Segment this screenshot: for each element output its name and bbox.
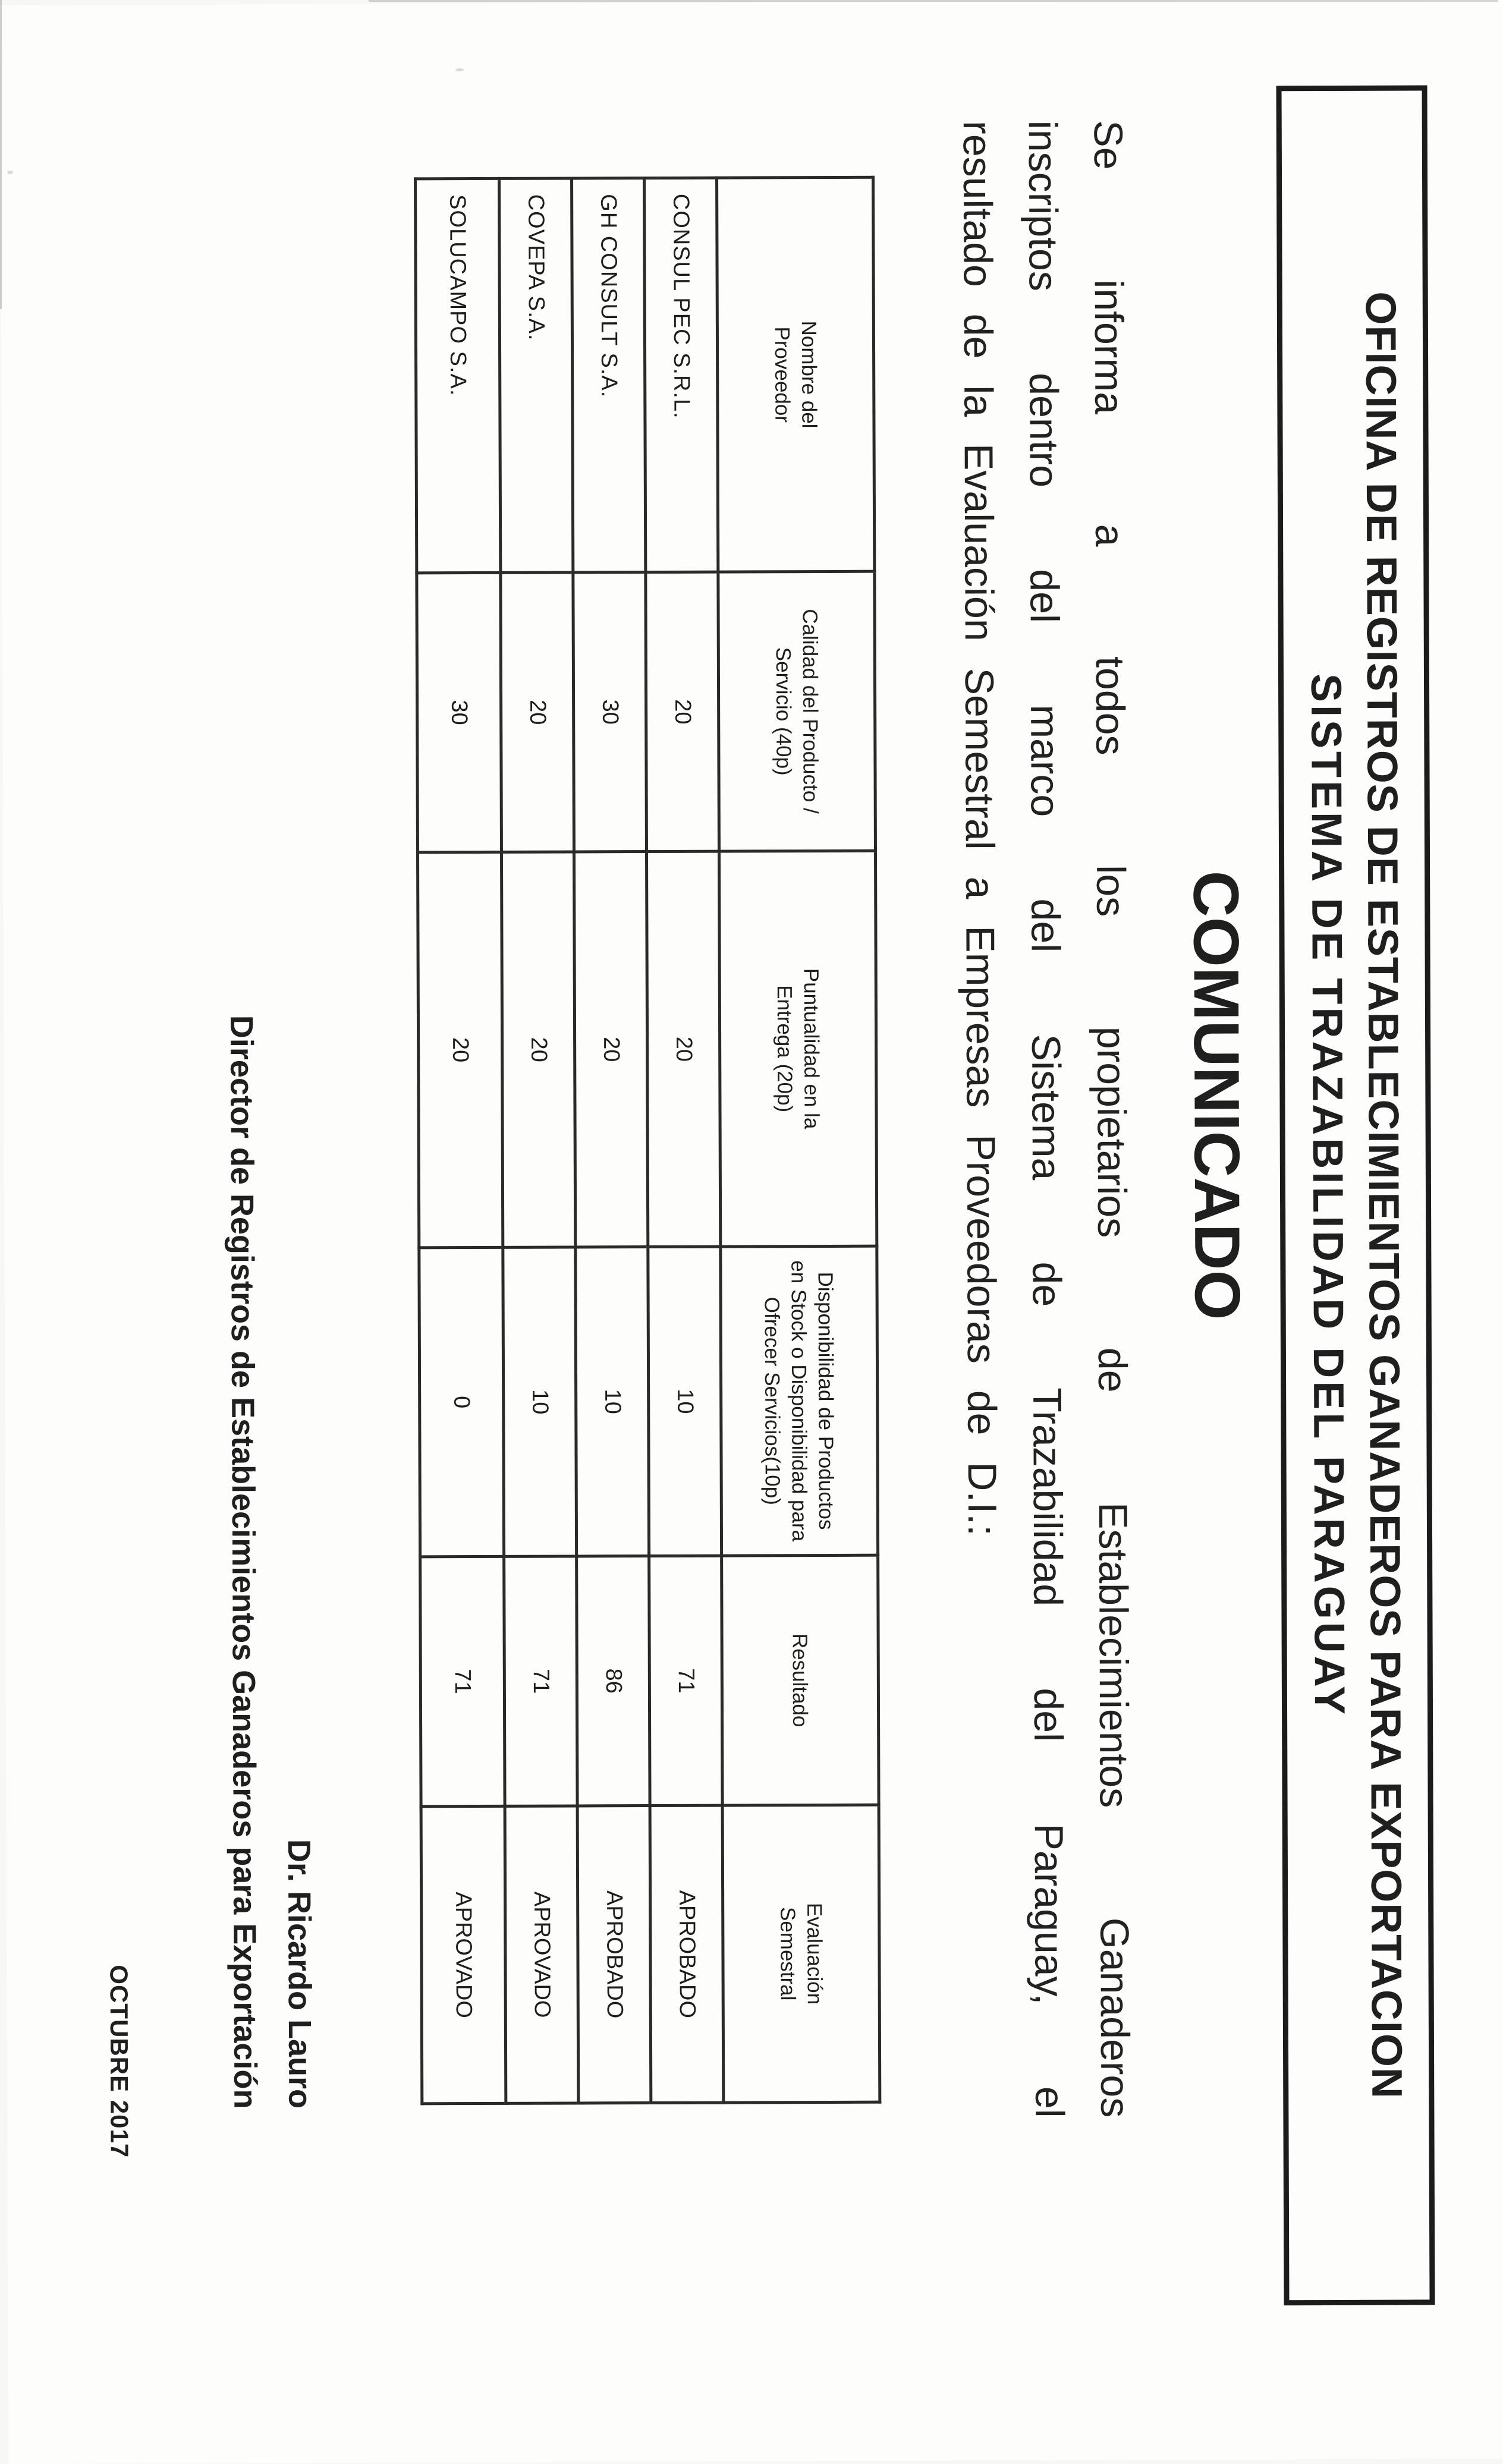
cell-disponibilidad: 0 — [419, 1247, 504, 1556]
cell-resultado: 71 — [504, 1556, 577, 1806]
signature-name: Dr. Ricardo Lauro — [281, 1839, 318, 2109]
cell-evaluacion: APROBADO — [577, 1806, 651, 2103]
column-header-nombre-proveedor: Nombre del Proveedor — [717, 177, 875, 572]
title-line-1: OFICINA DE REGISTROS DE ESTABLECIMIENTOS GANADEROS PARA EXPORTACION — [1356, 291, 1411, 2100]
table-row — [644, 178, 724, 2103]
cell-puntualidad: 20 — [501, 852, 575, 1247]
table-row — [572, 178, 651, 2103]
scan-edge-artifact — [0, 0, 2, 309]
cell-puntualidad: 20 — [646, 851, 720, 1247]
comunicado-heading: COMUNICADO — [1180, 870, 1254, 1320]
cell-evaluacion: APROVADO — [505, 1806, 578, 2103]
cell-resultado: 71 — [649, 1556, 722, 1805]
cell-disponibilidad: 10 — [503, 1247, 577, 1556]
providers-table — [414, 176, 881, 2106]
title-line-2: SISTEMA DE TRAZABILIDAD DEL PARAGUAY — [1301, 673, 1354, 1718]
cell-calidad: 20 — [501, 572, 574, 852]
cell-evaluacion: APROVADO — [421, 1806, 506, 2103]
scan-edge-artifact — [369, 0, 1498, 2]
table-row — [416, 178, 506, 2103]
cell-puntualidad: 20 — [417, 852, 502, 1247]
cell-proveedor: SOLUCAMPO S.A. — [416, 178, 501, 572]
table-header-row — [717, 177, 880, 2103]
signature-block — [222, 836, 319, 2109]
cell-disponibilidad: 10 — [576, 1247, 649, 1556]
title-box — [1276, 85, 1435, 2305]
date-label: OCTUBRE 2017 — [105, 1965, 134, 2158]
paragraph-line: Se informa a todos los propietarios de Establecimientos Ganaderos — [1085, 120, 1138, 2118]
cell-resultado: 86 — [577, 1556, 650, 1806]
cell-disponibilidad: 10 — [648, 1247, 722, 1556]
cell-calidad: 30 — [417, 572, 502, 852]
scan-fleck-artifact — [455, 68, 464, 71]
body-paragraph — [945, 120, 1148, 2118]
cell-calidad: 20 — [646, 572, 719, 851]
scan-fleck-artifact — [7, 171, 13, 174]
table-row — [499, 178, 578, 2103]
cell-calidad: 30 — [573, 572, 647, 852]
cell-proveedor: GH CONSULT S.A. — [572, 178, 646, 572]
column-header-disponibilidad: Disponibilidad de Productos en Stock o Disponibilidad para Ofrecer Servicios(10p) — [721, 1246, 878, 1556]
cell-resultado: 71 — [420, 1556, 505, 1806]
cell-evaluacion: APROBADO — [650, 1805, 724, 2103]
column-header-calidad: Calidad del Producto / Servicio (40p) — [718, 571, 876, 851]
cell-puntualidad: 20 — [574, 852, 647, 1247]
cell-proveedor: COVEPA S.A. — [499, 178, 573, 572]
cell-proveedor: CONSUL PEC S.R.L. — [644, 178, 718, 572]
column-header-evaluacion: Evaluación Semestral — [722, 1805, 880, 2103]
paragraph-line: resultado de la Evaluación Semestral a Empresas Proveedoras de D.I.: — [954, 120, 1005, 1537]
column-header-resultado: Resultado — [722, 1555, 879, 1805]
signature-title: Director de Registros de Establecimientos Ganaderos para Exportación — [223, 1015, 263, 2109]
column-header-puntualidad: Puntualidad en la Entrega (20p) — [719, 851, 876, 1247]
paragraph-line: inscriptos dentro del marco del Sistema de Trazabilidad del Paraguay, el — [1020, 120, 1073, 2118]
